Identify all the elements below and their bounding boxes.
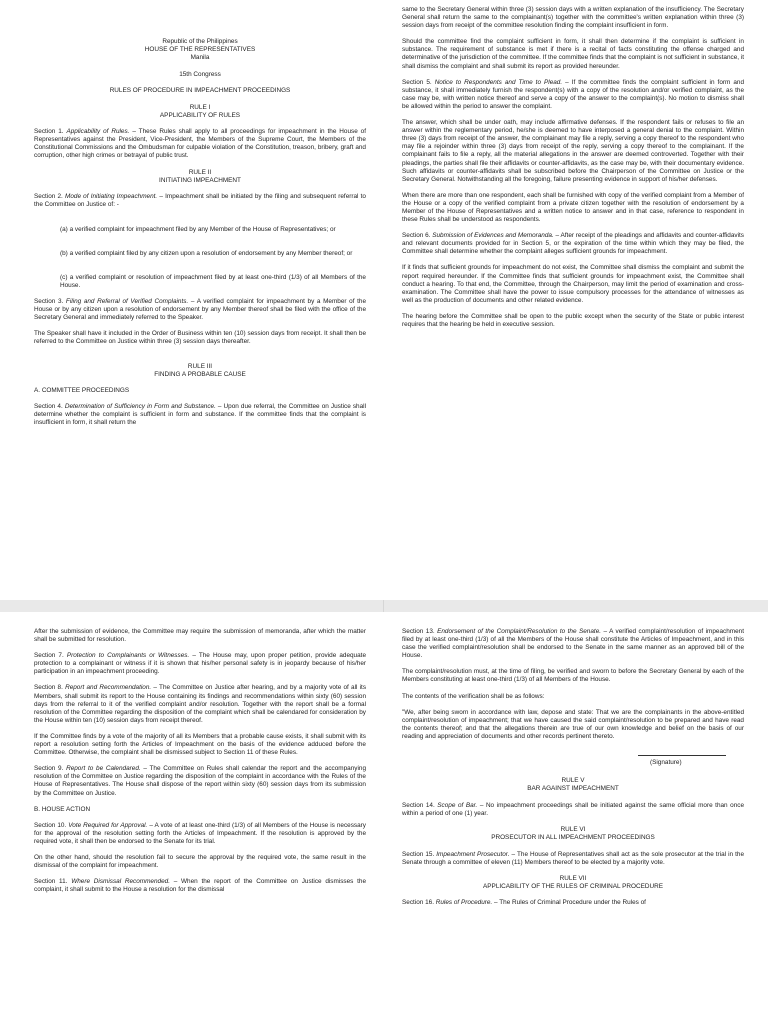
section-4-paragraph-2: Should the committee find the complaint sufficient in form, it shall then determine if the complaint is sufficient in substance. The requirement of substance is met if there is a recital of facts constituting the offense charged and determinative of the jurisdiction of the committee. If the committee finds that the complaint is not sufficient in substance, it shall dismiss the complaint and shall submit its report as provided hereunder. — [402, 38, 744, 70]
part-a-heading: A. COMMITTEE PROCEEDINGS — [34, 387, 130, 395]
house-line: HOUSE OF THE REPRESENTATIVES — [144, 46, 256, 54]
section-13-paragraph-2: The complaint/resolution must, at the time of filing, be verified and sworn to before the Secretary General by each of the Members constituting at least one-third (1/3) of all Members of the House. — [402, 668, 744, 684]
rule-6-number: RULE VI — [560, 826, 586, 833]
section-13: Section 13. Endorsement of the Complaint/Resolution to the Senate. – A verified complaint/resolution of impeachment filed by at least one-third (1/3) of all the Members of the House shall constitute the Articles of Impeachment, and in this case the verified complaint/resolution shall be endorsed to the Senate in the same manner as an approved bill of the House. — [402, 628, 744, 660]
section-9: Section 9. Report to be Calendared. – The Committee on Rules shall calendar the report and the accompanying resolution of the Committee on Justice regarding the disposition of the complaint in accordance with the Rules of the House of Representatives. The House shall dispose of the report within sixty (60) session days from its submission by the Committee on Justice. — [34, 765, 366, 797]
city-line: Manila — [190, 54, 210, 62]
section-4: Section 4. Determination of Sufficiency in Form and Substance. – Upon due referral, the Committee on Justice shall determine whether the complaint is sufficient in form and substance. If the committee finds that the complaint is insufficient in form, it shall return the — [34, 403, 366, 427]
section-11: Section 11. Where Dismissal Recommended. – When the report of the Committee on Justice dismisses the complaint, it shall submit to the House a resolution for the dismissal — [34, 878, 366, 894]
section-5-paragraph-2: The answer, which shall be under oath, may include affirmative defenses. If the respondent fails or refuses to file an answer within the reglementary period, he/she is deemed to have interposed a general denial to the complaint. Within three (3) days from receipt of the answer, the complainant may file a reply, serving a copy thereof to the respondent who may file a rejoinder within three (3) days from receipt of the reply, serving a copy thereof to the complainant. If the complainant fails to file a reply, all the material allegations in the answer are deemed controverted. Together with their pleadings, the parties shall file their affidavits or counter-affidavits, as the case may be, with their documentary evidence. Such affidavits or counter-affidavits shall be subscribed before the Chairperson of the Committee on Justice or the Secretary General. Notwithstanding all the foregoing, failure presenting evidence in support of his/her defenses. — [402, 119, 744, 183]
section-13-paragraph-3: The contents of the verification shall be as follows: — [402, 692, 545, 700]
section-10-paragraph-2: On the other hand, should the resolution fail to secure the approval by the required vote, the same result in the dismissal of the complaint for impeachment. — [34, 853, 366, 870]
document-page-3 — [0, 612, 384, 1024]
section-6-continued: After the submission of evidence, the Committee may require the submission of memoranda, after which the matter shall be submitted for resolution. — [34, 628, 366, 644]
rule-1-title: APPLICABILITY OF RULES — [159, 111, 241, 119]
part-b-heading: B. HOUSE ACTION — [34, 805, 91, 813]
section-4-continued: same to the Secretary General within three (3) session days with a written explanation of the insufficiency. The Secretary General shall return the same to the complainant(s) together with the committee's written explanation within three (3) session days from receipt of the committee resolution finding the complaint insufficient in form. — [402, 6, 744, 30]
rule-6-title: PROSECUTOR IN ALL IMPEACHMENT PROCEEDINGS — [491, 834, 655, 842]
page-gap — [0, 600, 768, 612]
section-2-item-c: (c) a verified complaint or resolution of impeachment filed by at least one-third (1/3) of all Members of the House. — [60, 273, 366, 289]
section-8: Section 8. Report and Recommendation. – The Committee on Justice after hearing, and by a majority vote of all its Members, shall submit its report to the House containing its findings and recommendations within sixty (60) session days from the referral to it of the verified complaint and/or resolution. Together with the report shall be a formal resolution of the Committee regarding the disposition of the complaint which shall be calendared for consideration by the House within ten (10) session days from receipt thereof. — [34, 684, 367, 724]
section-2: Section 2. Mode of Initiating Impeachment. – Impeachment shall be initiated by the filing and subsequent referral to the Committee on Justice of: - — [34, 193, 366, 209]
rule-3-number: RULE III — [187, 362, 213, 370]
congress-line: 15th Congress — [179, 70, 221, 78]
rule-1-number: RULE I — [189, 103, 211, 111]
section-6-paragraph-3: The hearing before the Committee shall be open to the public except when the security of the State or public interest requires that the hearing be held in executive session. — [402, 312, 744, 328]
section-3: Section 3. Filing and Referral of Verified Complaints. – A verified complaint for impeachment by a Member of the House or by any citizen upon a resolution of endorsement by any Member thereof shall be filed with the office of the Secretary General and immediately referred to the Speaker. — [34, 297, 367, 322]
republic-line: Republic of the Philippines — [162, 38, 238, 45]
rule-7-title: APPLICABILITY OF THE RULES OF CRIMINAL PROCEDURE — [483, 882, 663, 890]
section-1: Section 1. Applicability of Rules. – These Rules shall apply to all proceedings for impeachment in the House of Representatives against the President, Vice-President, the Members of the Supreme Court, the Members of the Constitutional Commissions and the Ombudsman for culpable violation of the Constitution, treason, bribery, graft and corruption, other high crimes or betrayal of public trust. — [34, 128, 366, 160]
document-title: RULES OF PROCEDURE IN IMPEACHMENT PROCEEDINGS — [109, 87, 291, 95]
section-2-item-b: (b) a verified complaint filed by any citizen upon a resolution of endorsement by any Member thereof; or — [60, 249, 353, 257]
rule-3-title: FINDING A PROBABLE CAUSE — [154, 370, 246, 378]
section-2-item-a: (a) a verified complaint for impeachment filed by any Member of the House of Representatives; or — [60, 225, 336, 233]
signature-line — [402, 749, 744, 759]
rule-5-title: BAR AGAINST IMPEACHMENT — [527, 785, 619, 793]
document-page-2 — [384, 0, 768, 600]
document-page-1 — [0, 0, 384, 600]
section-16: Section 16. Rules of Procedure. – The Rules of Criminal Procedure under the Rules of — [402, 899, 646, 907]
section-6-paragraph-2: If it finds that sufficient grounds for impeachment do not exist, the Committee shall dismiss the complaint and submit the report required hereunder. If the Committee finds that sufficient grounds for impeachment exist, the Committee shall conduct a hearing. To that end, the Committee, through the Chairperson, may limit the period of examination and cross-examination. The Committee shall have the power to issue compulsory processes for the attendance of witnesses as well as the production of documents and other related evidence. — [402, 264, 744, 304]
section-3-paragraph-2: The Speaker shall have it included in the Order of Business within ten (10) session days from receipt. It shall then be referred to the Committee on Justice within three (3) session days thereafter. — [34, 330, 366, 346]
verification-text: "We, after being sworn in accordance with law, depose and state: That we are the complainants in the above-entitled complaint/resolution of impeachment; that we have caused the said complaint/resolution to be prepared and have read the contents thereof; and that the allegations therein are true of our own knowledge and belief on the basis of our reading and appreciation of documents and other records pertinent thereto. — [402, 708, 744, 740]
section-6: Section 6. Submission of Evidences and Memoranda. – After receipt of the pleadings and affidavits and counter-affidavits and relevant documents provided for in Section 5, or the expiration of the time within which they may be filed, the Committee shall determine whether the complaint alleges sufficient grounds for impeachment. — [402, 232, 745, 256]
section-10: Section 10. Vote Required for Approval. – A vote of at least one-third (1/3) of all Members of the House is necessary for the approval of the resolution setting forth the Articles of Impeachment. If the resolution is approved by the required vote, it shall then be endorsed to the Senate for its trial. — [34, 821, 366, 845]
rule-2-title: INITIATING IMPEACHMENT — [159, 176, 241, 184]
section-15: Section 15. Impeachment Prosecutor. – The House of Representatives shall act as the sole prosecutor at the trial in the Senate through a committee of eleven (11) Members thereof to be elected by a majority vote. — [402, 850, 745, 866]
rule-2-number: RULE II — [188, 168, 212, 176]
section-8-paragraph-2: If the Committee finds by a vote of the majority of all its Members that a probable cause exists, it shall submit with its report a resolution setting forth the Articles of Impeachment on the basis of the evidence adduced before the Committee. Otherwise, the complaint shall be dismissed subject to Section 11 of these Rules. — [34, 732, 366, 757]
section-5-paragraph-3: When there are more than one respondent, each shall be furnished with copy of the verified complaint from a Member of the House or a copy of the verified complaint from a private citizen together with the resolution of endorsement by a Member of the House of Representatives and a written notice to answer and in that case, reference to respondent in these Rules shall be understood as respondents. — [402, 191, 744, 224]
section-5: Section 5. Notice to Respondents and Time to Plead. – If the committee finds the complaint sufficient in form and substance, it shall immediately furnish the respondent(s) with a copy of the resolution and/or verified complaint, as the case may be, with written notice thereof and serve a copy of the answer to the complaint(s). No motion to dismiss shall be allowed within the period to answer the complaint. — [402, 78, 745, 110]
rule-5-number: RULE V — [561, 777, 585, 785]
document-page-4 — [384, 612, 768, 1024]
section-14: Section 14. Scope of Bar. – No impeachment proceedings shall be initiated against the same official more than once within a period of one (1) year. — [402, 801, 745, 817]
signature-label: (Signature) — [650, 759, 682, 767]
section-7: Section 7. Protection to Complainants or Witnesses. – The House may, upon proper petition, provide adequate protection to a complainant or witness if it is shown that his/her personal safety is in jeopardy because of his/her participation in an impeachment proceeding. — [34, 652, 366, 676]
rule-7-number: RULE VII — [559, 874, 587, 882]
